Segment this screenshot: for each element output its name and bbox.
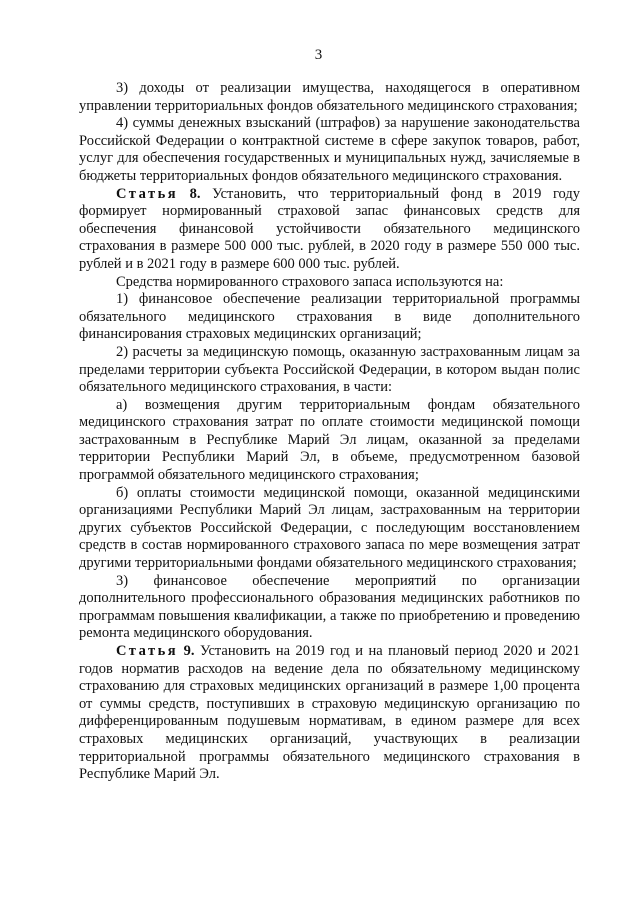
paragraph-text: Средства нормированного страхового запаса используются на: xyxy=(116,273,504,290)
paragraph-text: б) оплаты стоимости медицинской помощи, оказанной медицинскими организациями Республики Марий Эл лицам, застрахованным на территории других субъектов Российской Федерации, с последующим восстановлением средств в состав нормированного страхового запаса по мере возмещения затрат другими территориальными фондами обязательного медицинского страхования; xyxy=(79,484,580,572)
paragraph-item-4-penalties xyxy=(79,115,580,185)
article-number: 9. xyxy=(183,643,195,659)
paragraph-text: а) возмещения другим территориальным фондам обязательного медицинского страхования затрат по оплате стоимости медицинской помощи застрахованным в Республике Марий Эл лицам, оказанной за пределами территории Республики Марий Эл, в объеме, предусмотренном базовой программой обязательного медицинского страхования; xyxy=(79,396,580,484)
paragraph-subitem-b xyxy=(79,485,580,573)
document-body xyxy=(79,80,580,784)
article-label: Статья xyxy=(116,185,179,202)
paragraph-subitem-a xyxy=(79,397,580,485)
paragraph-text: Установить на 2019 год и на плановый период 2020 и 2021 годов норматив расходов на ведение дела по обязательному медицинскому страхованию для страховых медицинских организаций в размере 1,00 процента от суммы средств, поступивших в страховую медицинскую организацию по дифференцированным подушевым нормативам, в едином размере для всех страховых медицинских организаций, участвующих в реализации территориальной программы обязательного медицинского страхования в Республике Марий Эл. xyxy=(79,643,581,783)
paragraph-item-2-settlements xyxy=(79,344,580,397)
paragraph-text: Установить, что территориальный фонд в 2019 году формирует нормированный страховой запас финансовых средств для обеспечения финансовой устойчивости обязательного медицинского страхования в размере 500 000 тыс. рублей, в 2020 году в размере 550 000 тыс. рублей и в 2021 году в размере 600 000 тыс. рублей. xyxy=(79,185,581,272)
paragraph-item-3-income xyxy=(79,80,580,115)
page-number: 3 xyxy=(314,47,323,63)
paragraph-item-1-financing xyxy=(79,291,580,344)
article-8-paragraph xyxy=(79,186,580,274)
paragraph-text: 4) суммы денежных взысканий (штрафов) за нарушение законодательства Российской Федерации о контрактной системе в сфере закупок товаров, работ, услуг для обеспечения государственных и муниципальных нужд, зачисляемые в бюджеты территориальных фондов обязательного медицинского страхования. xyxy=(79,115,580,184)
paragraph-text: 2) расчеты за медицинскую помощь, оказанную застрахованным лицам за пределами территории субъекта Российской Федерации, в котором выдан полис обязательного медицинского страхования, в части: xyxy=(79,343,580,396)
article-number: 8. xyxy=(189,185,201,202)
article-label: Статья xyxy=(116,643,179,659)
article-9-paragraph xyxy=(79,643,580,784)
paragraph-text: 3) доходы от реализации имущества, находящегося в оперативном управлении территориальных фондов обязательного медицинского страхования; xyxy=(79,80,580,114)
paragraph-item-3-training xyxy=(79,573,580,643)
reserve-usage-intro xyxy=(79,274,580,292)
paragraph-text: 3) финансовое обеспечение мероприятий по организации дополнительного профессионального образования медицинских работников по программам повышения квалификации, а также по приобретению и проведению ремонта медицинского оборудования. xyxy=(79,572,580,642)
paragraph-text: 1) финансовое обеспечение реализации территориальной программы обязательного медицинского страхования в виде дополнительного финансирования страховых медицинских организаций; xyxy=(79,291,580,343)
